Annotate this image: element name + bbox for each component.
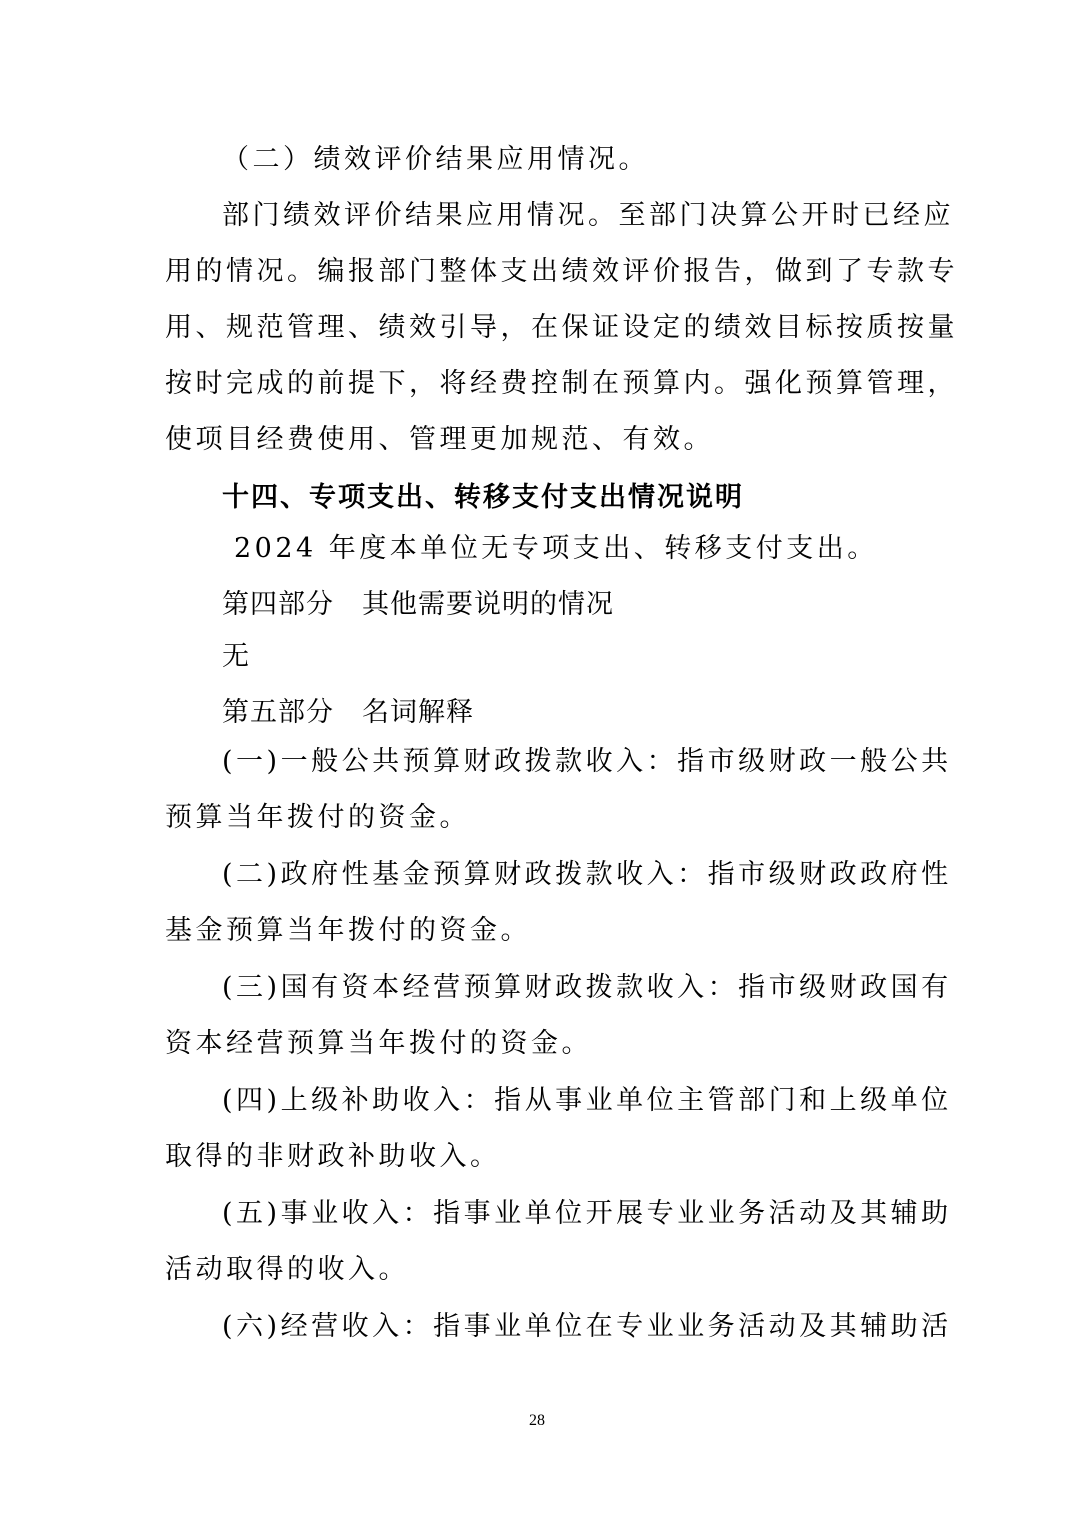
definition-line: 取得的非财政补助收入。 [165,1141,501,1172]
paragraph-line: 用、规范管理、绩效引导，在保证设定的绩效目标按质按量 [165,312,958,343]
definition-line: (六)经营收入：指事业单位在专业业务活动及其辅助活 [222,1311,952,1342]
paragraph-line: 使项目经费使用、管理更加规范、有效。 [165,424,714,455]
part-5-heading: 第五部分 名词解释 [222,697,474,728]
paragraph-line: 用的情况。编报部门整体支出绩效评价报告，做到了专款专 [165,256,958,287]
definition-line: 预算当年拨付的资金。 [165,802,470,833]
section-2-heading: （二）绩效评价结果应用情况。 [222,144,649,175]
section-14-text: 2024 年度本单位无专项支出、转移支付支出。 [234,533,878,564]
section-14-heading: 十四、专项支出、转移支付支出情况说明 [222,482,744,513]
definition-line: (五)事业收入：指事业单位开展专业业务活动及其辅助 [222,1198,952,1229]
paragraph-line: 部门绩效评价结果应用情况。至部门决算公开时已经应 [222,200,954,231]
definition-line: (四)上级补助收入：指从事业单位主管部门和上级单位 [222,1085,952,1116]
definition-line: 活动取得的收入。 [165,1254,409,1285]
paragraph-line: 按时完成的前提下，将经费控制在预算内。强化预算管理， [165,368,958,399]
part-4-heading: 第四部分 其他需要说明的情况 [222,589,614,620]
definition-line: (三)国有资本经营预算财政拨款收入：指市级财政国有 [222,972,952,1003]
definition-line: 基金预算当年拨付的资金。 [165,915,531,946]
definition-line: (二)政府性基金预算财政拨款收入：指市级财政政府性 [222,859,952,890]
definition-line: (一)一般公共预算财政拨款收入：指市级财政一般公共 [222,746,952,777]
page-number: 28 [529,1412,545,1429]
part-4-text: 无 [222,641,253,672]
definition-line: 资本经营预算当年拨付的资金。 [165,1028,592,1059]
